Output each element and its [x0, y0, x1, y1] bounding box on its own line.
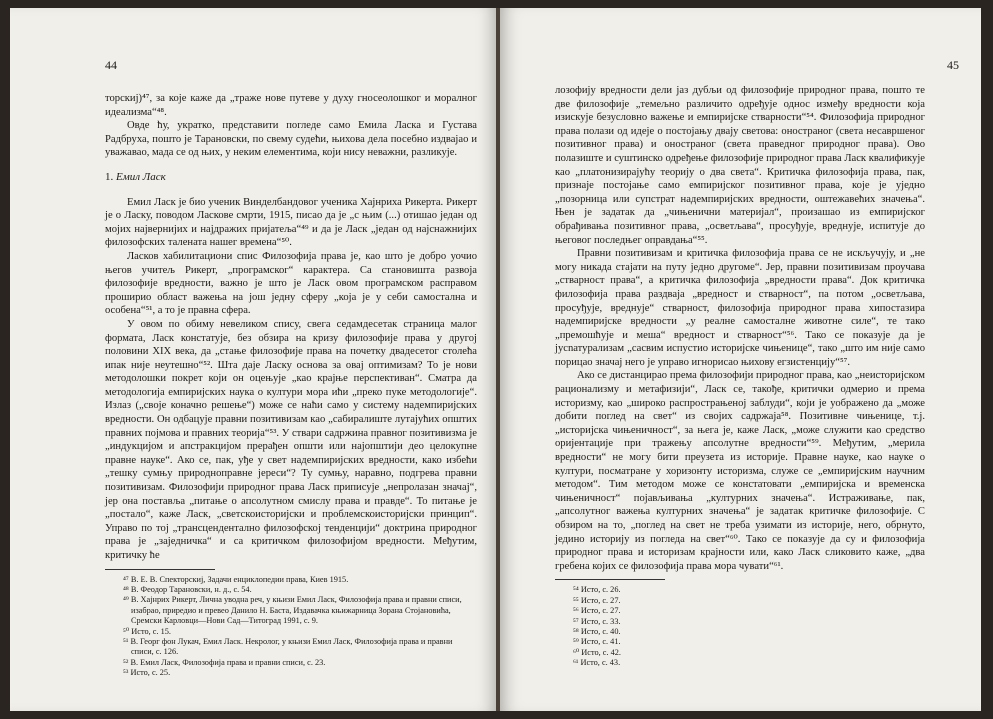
footnote: ⁴⁷ В. Е. В. Спекторскиј, Задачи енциклопедии права, Киев 1915.: [123, 574, 349, 584]
footnote: ⁵⁸ Исто, с. 40.: [573, 627, 621, 636]
footnote: ⁶¹ Исто, с. 43.: [573, 658, 621, 668]
left-page-body: [105, 92, 477, 679]
footnotes: [555, 585, 925, 668]
page-number-left: 44: [105, 58, 117, 72]
footnote: ⁵² В. Емил Ласк, Филозофија права и правни списи, с. 23.: [123, 657, 326, 667]
footnotes: [105, 575, 477, 679]
footnote-separator: [105, 569, 215, 570]
paragraph: Правни позитивизам и критичка филозофија права се не искључују, и „не могу никада стајати на путу једно другоме“. Јер, правни позитивизам проучава „стварност права“, а критичка филозофија „вредности права“. Док критичка филозофија права раздваја „вредност и стварност“, па потом „осветљава, просуђује, вреднује“ стварност, филозофија природног права хипостазира надемпиријске вредности „у реалне самосталне животне силе“, те тако „премошћује и меша“ вредност и стварност“⁵⁶. Тако се показује да је јусnатурализам „сасвим испустио историјске чињенице“, тако „што им није само порицао значај него је управо игнорисао њихову егзистенцију“⁵⁷.: [555, 248, 925, 368]
footnote: ⁵⁶ Исто, с. 27.: [573, 606, 621, 616]
page-number-right: 45: [947, 58, 959, 72]
footnote: ⁴⁸ В. Феодор Тарановски, н. д., с. 54.: [123, 585, 252, 594]
paragraph: Ласков хабилитациони спис Филозофија права је, као што је добро уочио његов учитељ Рикерт, „програмског“ карактера. Са становишта развоја филозофије вредности, важно је што је Ласк овом програмском расправом проширио област важења на још једну сферу „која је у себи самостална и особена“⁵¹, а то је правна сфера.: [105, 250, 477, 317]
right-page: [500, 8, 981, 711]
footnote: ⁵¹ В. Георг фон Лукач, Емил Ласк. Некролог, у књизи Емил Ласк, Филозофија права и правни списи, с. 126.: [123, 637, 453, 657]
footnote: ⁵⁷ Исто, с. 33.: [573, 616, 621, 626]
section-title: Емил Ласк: [116, 170, 166, 183]
paragraph: Ако се дистанцирао према филозофији природног права, као „неисторијском рационализму и метафизији“, Ласк се, такође, критички одмерио и према историзму, као „широко распрострањеној заблуди“, који је уображено да „може добити поглед на свет“ из својих садржаја⁵⁸. Позитивне чињенице, т.ј. „историјска чињеничност“, за њега је, каже Ласк, „може служити као средство оријентације при тражењу апсолутне вредности“⁵⁹. Међутим, „мерила вредности“ не могу бити преузета из историје. Правне науке, као науке о култури, посматране у хоризонту историзма, служе се „емпиријским научним методом“. Тим методом може се констатовати „емпиријска и временска чињеничност“ појављивања „културних значења“. Истраживање, пак, „апсолутног важења културних значења“ је задатак критичке филозофије. С обзиром на то, „поглед на свет не треба узимати из историје, него, обрнуто, једино историју из погледа на свет“⁶⁰. Тако се показује да су и филозофија природног права и историзам крајности или, како Ласк сликовито каже, „два гребена којих се филозофија права мора чувати“⁶¹.: [555, 370, 925, 572]
footnote: ⁶⁰ Исто, с. 42.: [573, 647, 621, 657]
right-page-body: [555, 84, 925, 669]
footnote: ⁵⁰ Исто, с. 15.: [123, 626, 171, 636]
section-heading: [105, 171, 477, 185]
footnote: ⁵⁴ Исто, с. 26.: [573, 585, 621, 595]
footnote-separator: [555, 579, 665, 580]
paragraph: Емил Ласк је био ученик Винделбандовог ученика Хајнриха Рикерта. Рикерт је о Ласку, поводом Ласкове смрти, 1915, писао да је „с њим (...) отишао један од мојих најверниjих и најдражих пријатеља“⁴⁹ и да је Ласк „један од најснажнијих филозофских талената нашег времена“⁵⁰.: [105, 196, 477, 249]
paragraph: Овде ћу, укратко, представити погледе само Емила Ласка и Густава Радбруха, пошто је Тарановски, по свему судећи, њихова дела посебно издвајао и уважавао, мада се од њих, у неким елементима, који нису неважни, разликује.: [105, 120, 477, 159]
paragraph: лозофију вредности дели јаз дубљи од филозофије природног права, пошто те две филозофије „темељно различито одређује однос између вредности која изискује безусловно важење и емпиријске стварности“⁵⁴. Филозофија природног права полази од идеје о постојању двају светова: оностраног (света несавршеног позитивног права) и оностраног (света праведног природног права). Ово полазиште и суштинско одређење филозофије природног права Ласк квалификује као „платонизирајућу теорију о два света“. Критичка филозофија права, пак, признаје постојање само емпиријског позитивног права, које је уједно „позорница или супстрат надемпиријских вредности, оштежавећих значења“. Њен је задатак да „чињенични материјал“, произашао из емпиријског обрађивања позитивног права, „осветљава“, просуђује, вреднује, испитује до његовог последњег оправдања“⁵⁵.: [555, 85, 925, 246]
footnote: ⁵⁹ Исто, с. 41.: [573, 637, 621, 647]
footnote: ⁴⁹ В. Хајнрих Рикерт, Лична уводна реч, у књизи Емил Ласк, Филозофија права и правни списи, изабрао, приредио и превео Данило Н. Баста, Издавачка књижарница Зорана Стојановића, Сремски Карловци—Нови Сад—Титоград 1991, с. 9.: [123, 595, 462, 626]
left-page: [10, 8, 497, 711]
footnote: ⁵⁵ Исто, с. 27.: [573, 595, 621, 605]
section-number: 1.: [105, 170, 114, 183]
paragraph: торскиј)⁴⁷, за које каже да „траже нове путеве у духу гносеолошког и моралног идеализма“⁴⁸.: [105, 93, 477, 118]
paragraph: У овом по обиму невеликом спису, свега седамдесетак страница малог формата, Ласк констатује, без обзира на кризу филозофије права у другој половини XIX века, да „стање филозофије права на почетку двадесетог столећа ипак није неутешно“⁵². Шта даје Ласку основа за овај оптимизам? То је нови методолошки покрет који он оцењује „као крајње перспективан“. Сматра да методологија емпиријских наука о култури мора ићи „преко пуке методологије“. Излаз („своје коначно решење“) може се наћи само у систему надемпиријских вредности. Он одбацује правни позитивизам као „сабиралиште лутајућих општих правних појмова и правних теорија“⁵³. У ствари садржина правног позитивизма је „индукцијом и апстракцијом прерађен општи или најопштији део целокупне правне науке“. Ако се, пак, уђе у свет надемпиријских вредности, како избећи „тешку сумњу природноправне јереси“? Ту сумњу, наравно, подгрева правни позитивизам. Филозофији природног права Ласк приписује „непролазан значај“, јер она поставља „питање о апсолутном смислу права и правде“. То питање је „постало“, каже Ласк, „светскоисторијски и проблемскоисторијски принцип“. Управо по тој „трансцендентално филозофској тенденцији“ доктрина природног права је „заједничка“ и са критичком филозофијом вредности. Међутим, критичку ће: [105, 318, 477, 561]
footnote: ⁵³ Исто, с. 25.: [123, 668, 171, 678]
